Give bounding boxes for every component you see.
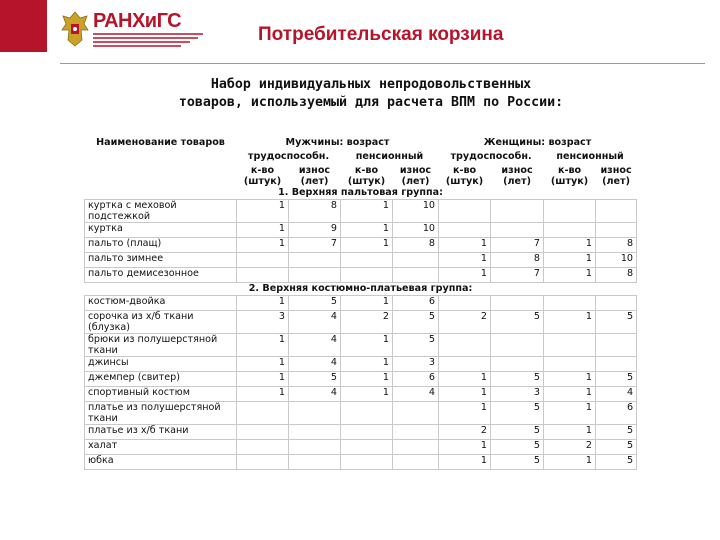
value-cell: 1 — [341, 334, 393, 357]
table-row — [85, 200, 637, 223]
value-cell — [289, 402, 341, 425]
value-cell — [289, 253, 341, 268]
value-cell — [341, 440, 393, 455]
value-cell: 1 — [544, 253, 596, 268]
value-cell: 1 — [544, 402, 596, 425]
value-cell — [596, 200, 637, 223]
value-cell: 4 — [289, 357, 341, 372]
value-cell: 1 — [439, 253, 491, 268]
table-row — [85, 268, 637, 283]
value-cell: 1 — [237, 238, 289, 253]
value-cell: 7 — [289, 238, 341, 253]
value-cell: 1 — [237, 334, 289, 357]
table-row — [85, 253, 637, 268]
value-cell — [289, 425, 341, 440]
value-cell: 1 — [341, 238, 393, 253]
group-title: 2. Верхняя костюмно-платьевая группа: — [248, 283, 473, 294]
product-name: платье из полушерстяной ткани — [85, 402, 237, 425]
value-cell — [341, 402, 393, 425]
eagle-emblem-icon — [60, 10, 90, 48]
value-cell: 1 — [237, 200, 289, 223]
product-name: пальто (плащ) — [85, 238, 237, 253]
value-cell: 3 — [393, 357, 439, 372]
value-cell: 1 — [237, 223, 289, 238]
header-quantity: к-во (штук) — [243, 165, 282, 187]
value-cell: 1 — [544, 238, 596, 253]
value-cell — [393, 425, 439, 440]
value-cell — [544, 334, 596, 357]
value-cell — [289, 455, 341, 470]
value-cell: 5 — [491, 425, 544, 440]
value-cell: 1 — [544, 372, 596, 387]
header-wear-years: износ (лет) — [501, 165, 533, 187]
product-name: джемпер (свитер) — [85, 372, 237, 387]
product-name: спортивный костюм — [85, 387, 237, 402]
logo-text: РАНХиГС — [93, 10, 182, 32]
value-cell: 5 — [596, 425, 637, 440]
page-title: Потребительская корзина — [258, 24, 504, 45]
product-name: сорочка из х/б ткани (блузка) — [85, 311, 237, 334]
value-cell: 1 — [544, 455, 596, 470]
value-cell: 5 — [491, 372, 544, 387]
value-cell: 1 — [439, 238, 491, 253]
value-cell: 10 — [393, 200, 439, 223]
value-cell: 2 — [439, 311, 491, 334]
value-cell — [491, 357, 544, 372]
value-cell: 10 — [596, 253, 637, 268]
value-cell: 6 — [393, 372, 439, 387]
product-name: куртка — [85, 223, 237, 238]
value-cell — [237, 253, 289, 268]
value-cell: 5 — [491, 455, 544, 470]
table-row — [85, 402, 637, 425]
value-cell: 5 — [491, 311, 544, 334]
value-cell: 1 — [439, 387, 491, 402]
product-name: юбка — [85, 455, 237, 470]
value-cell: 1 — [544, 425, 596, 440]
header-women-pension: пенсионный — [556, 151, 624, 162]
product-name: брюки из полушерстяной ткани — [85, 334, 237, 357]
table-row — [85, 372, 637, 387]
product-name: джинсы — [85, 357, 237, 372]
title-divider — [60, 63, 705, 64]
value-cell: 1 — [237, 357, 289, 372]
value-cell: 8 — [596, 268, 637, 283]
value-cell: 1 — [341, 296, 393, 311]
value-cell: 1 — [544, 268, 596, 283]
table-row — [85, 455, 637, 470]
header-quantity: к-во (штук) — [445, 165, 484, 187]
value-cell — [341, 253, 393, 268]
value-cell: 1 — [341, 372, 393, 387]
value-cell: 5 — [393, 311, 439, 334]
value-cell: 7 — [491, 268, 544, 283]
value-cell: 2 — [439, 425, 491, 440]
logo-subtitle-lines — [93, 33, 203, 49]
value-cell — [393, 268, 439, 283]
value-cell — [393, 402, 439, 425]
header-women-working: трудоспособн. — [450, 151, 532, 162]
table-row — [85, 357, 637, 372]
value-cell: 5 — [596, 372, 637, 387]
value-cell: 9 — [289, 223, 341, 238]
table-row — [85, 296, 637, 311]
product-name: пальто демисезонное — [85, 268, 237, 283]
value-cell — [596, 223, 637, 238]
table-row — [85, 238, 637, 253]
value-cell — [341, 268, 393, 283]
value-cell: 1 — [237, 296, 289, 311]
heading-line-2: товаров, используемый для расчета ВПМ по России: — [178, 95, 564, 110]
value-cell: 1 — [439, 440, 491, 455]
value-cell: 8 — [393, 238, 439, 253]
value-cell: 7 — [491, 238, 544, 253]
product-name: халат — [85, 440, 237, 455]
header-wear-years: износ (лет) — [600, 165, 632, 187]
product-name: костюм-двойка — [85, 296, 237, 311]
header-wear-years: износ (лет) — [399, 165, 432, 187]
value-cell — [544, 296, 596, 311]
value-cell: 1 — [439, 402, 491, 425]
value-cell — [544, 200, 596, 223]
product-name: куртка с меховой подстежкой — [85, 200, 237, 223]
table-row — [85, 311, 637, 334]
value-cell — [544, 357, 596, 372]
value-cell — [439, 200, 491, 223]
value-cell: 3 — [237, 311, 289, 334]
value-cell: 8 — [596, 238, 637, 253]
value-cell — [393, 253, 439, 268]
value-cell — [491, 223, 544, 238]
value-cell: 1 — [544, 311, 596, 334]
value-cell — [544, 223, 596, 238]
header-quantity: к-во (штук) — [347, 165, 386, 187]
product-name: пальто зимнее — [85, 253, 237, 268]
value-cell: 5 — [289, 372, 341, 387]
value-cell — [439, 334, 491, 357]
value-cell — [237, 402, 289, 425]
value-cell — [237, 268, 289, 283]
value-cell: 1 — [439, 268, 491, 283]
value-cell: 1 — [341, 387, 393, 402]
value-cell: 1 — [237, 387, 289, 402]
header-men: Мужчины: возраст — [285, 137, 390, 148]
value-cell — [596, 334, 637, 357]
value-cell — [341, 455, 393, 470]
value-cell: 5 — [596, 311, 637, 334]
value-cell — [439, 296, 491, 311]
table-row — [85, 440, 637, 455]
value-cell: 1 — [439, 372, 491, 387]
value-cell — [491, 334, 544, 357]
value-cell: 6 — [393, 296, 439, 311]
value-cell — [439, 357, 491, 372]
value-cell: 1 — [544, 387, 596, 402]
header-wear-years: износ (лет) — [298, 165, 331, 187]
value-cell: 1 — [237, 372, 289, 387]
header-men-working: трудоспособн. — [247, 151, 330, 162]
value-cell — [393, 440, 439, 455]
red-accent-bar — [0, 0, 47, 52]
table-heading — [96, 76, 646, 112]
product-name: платье из х/б ткани — [85, 425, 237, 440]
value-cell — [237, 425, 289, 440]
value-cell: 2 — [341, 311, 393, 334]
value-cell: 3 — [491, 387, 544, 402]
value-cell — [237, 455, 289, 470]
value-cell: 4 — [289, 387, 341, 402]
value-cell: 2 — [544, 440, 596, 455]
table-row — [85, 223, 637, 238]
value-cell — [596, 296, 637, 311]
value-cell — [341, 425, 393, 440]
value-cell: 5 — [393, 334, 439, 357]
value-cell — [491, 296, 544, 311]
value-cell: 4 — [289, 311, 341, 334]
value-cell: 1 — [341, 200, 393, 223]
value-cell — [596, 357, 637, 372]
header-women: Женщины: возраст — [483, 137, 592, 148]
value-cell: 1 — [341, 223, 393, 238]
value-cell: 8 — [289, 200, 341, 223]
value-cell: 5 — [596, 440, 637, 455]
value-cell: 5 — [289, 296, 341, 311]
value-cell — [237, 440, 289, 455]
table-row — [85, 425, 637, 440]
value-cell: 4 — [289, 334, 341, 357]
table-row — [85, 387, 637, 402]
header-product-name: Наименование товаров — [96, 137, 225, 148]
value-cell: 1 — [341, 357, 393, 372]
consumer-basket-table — [84, 137, 637, 470]
group-title: 1. Верхняя пальтовая группа: — [278, 187, 443, 198]
value-cell: 5 — [491, 402, 544, 425]
value-cell: 1 — [439, 455, 491, 470]
value-cell — [289, 268, 341, 283]
header-quantity: к-во (штук) — [550, 165, 589, 187]
heading-line-1: Набор индивидуальных непродовольственных — [210, 77, 532, 92]
header-men-pension: пенсионный — [355, 151, 424, 162]
value-cell: 8 — [491, 253, 544, 268]
value-cell — [289, 440, 341, 455]
value-cell: 5 — [596, 455, 637, 470]
ranepa-logo — [60, 10, 210, 50]
value-cell — [439, 223, 491, 238]
value-cell — [491, 200, 544, 223]
value-cell: 4 — [596, 387, 637, 402]
table-row — [85, 334, 637, 357]
value-cell — [393, 455, 439, 470]
value-cell: 5 — [491, 440, 544, 455]
value-cell: 6 — [596, 402, 637, 425]
value-cell: 4 — [393, 387, 439, 402]
value-cell: 10 — [393, 223, 439, 238]
